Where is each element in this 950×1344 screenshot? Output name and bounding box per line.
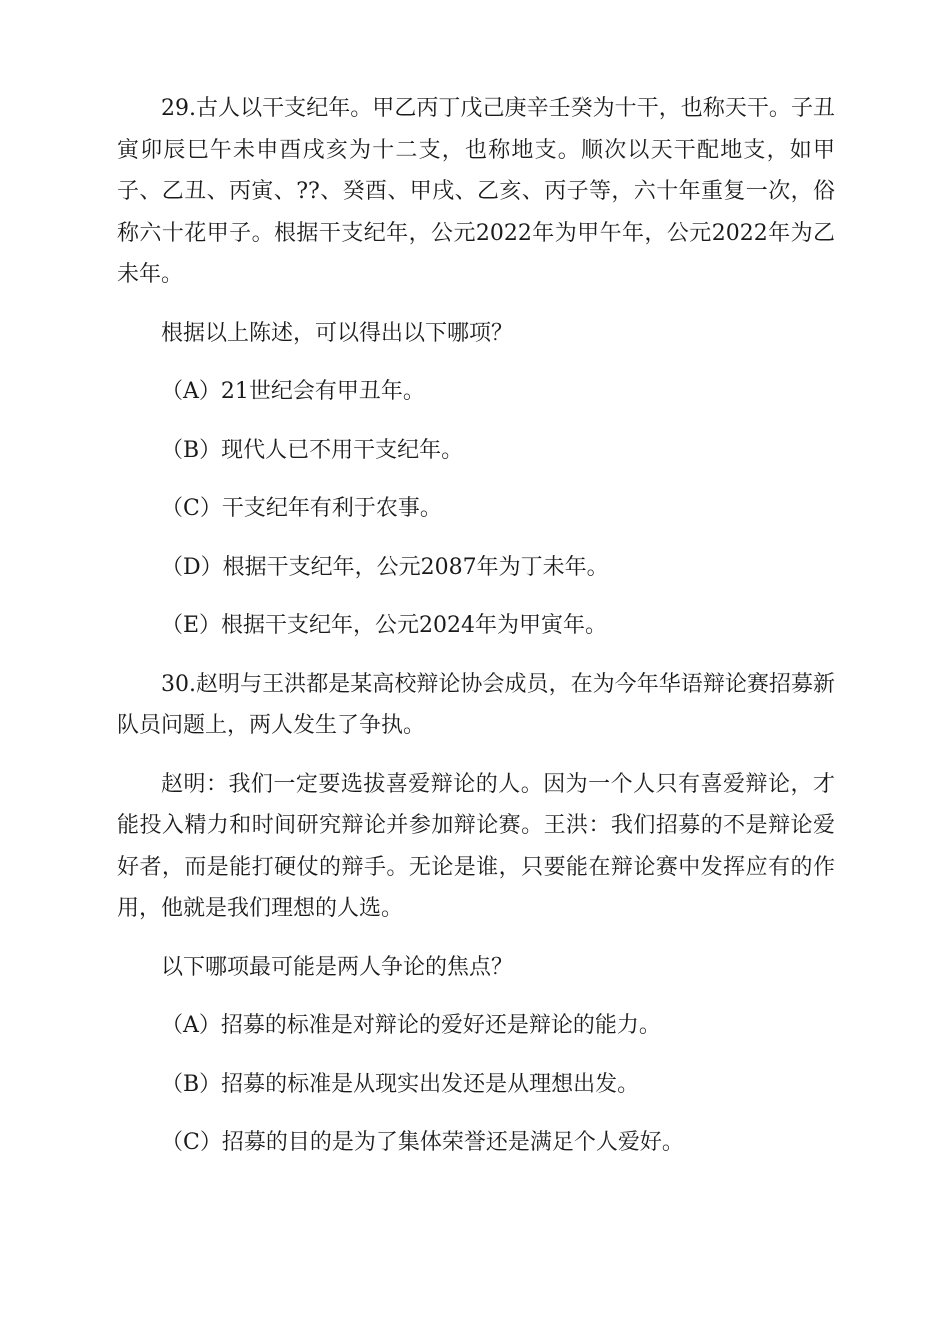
question-30-option-b: （B）招募的标准是从现实出发还是从理想出发。 (161, 1071, 640, 1097)
question-30-dialogue: 赵明：我们一定要选拔喜爱辩论的人。因为一个人只有喜爱辩论，才能投入精力和时间研究辩论并参加辩论赛。王洪：我们招募的不是辩论爱好者，而是能打硬仗的辩手。无论是谁，只要能在辩论赛中发挥应有的作用，他就是我们理想的人选。 (117, 771, 835, 921)
question-30-option-c: （C）招募的目的是为了集体荣誉还是满足个人爱好。 (161, 1130, 684, 1155)
question-29-option-e: （E）根据干支纪年，公元2024年为甲寅年。 (161, 613, 608, 638)
question-30-stem: 30.赵明与王洪都是某高校辩论协会成员，在为今年华语辩论赛招募新队员问题上，两人发生了争执。 (117, 671, 835, 738)
question-29-option-b: （B）现代人已不用干支纪年。 (161, 437, 464, 463)
question-30-option-a: （A）招募的标准是对辩论的爱好还是辩论的能力。 (161, 1013, 661, 1038)
question-29-option-a: （A）21世纪会有甲丑年。 (161, 379, 425, 404)
question-29-option-d: （D）根据干支纪年，公元2087年为丁未年。 (161, 554, 609, 580)
question-29-option-c: （C）干支纪年有利于农事。 (161, 496, 442, 521)
question-30-prompt: 以下哪项最可能是两人争论的焦点？ (161, 954, 514, 980)
question-29-prompt: 根据以上陈述，可以得出以下哪项？ (161, 320, 514, 346)
question-29-stem: 29.古人以干支纪年。甲乙丙丁戊己庚辛壬癸为十干，也称天干。子丑寅卯辰巳午未申酉戌亥为十二支，也称地支。顺次以天干配地支，如甲子、乙丑、丙寅、??、癸酉、甲戌、乙亥、丙子等，六十年重复一次，俗称六十花甲子。根据干支纪年，公元2022年为甲午年，公元2022年为乙未年。 (117, 96, 835, 287)
document-content (117, 88, 835, 1181)
